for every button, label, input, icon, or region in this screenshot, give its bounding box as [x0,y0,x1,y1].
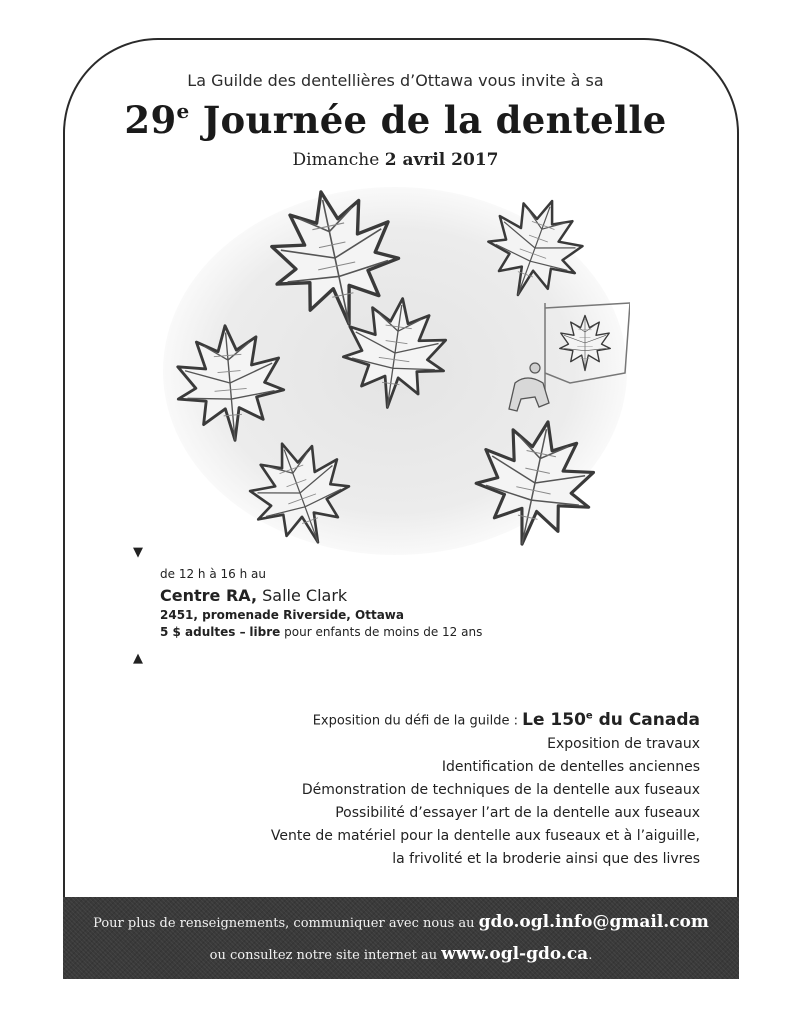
page-title [0,98,791,142]
title-suffix: e [176,99,190,123]
contact-line [63,912,739,932]
price-adults: 5 $ adultes – [160,625,246,639]
hours-line: de 12 h à 16 h au [160,567,266,581]
venue-line [160,587,482,604]
activity-item: Possibilité d’essayer l’art de la dentelle aux fuseaux [335,804,700,821]
triangle-down-icon: ▼ [133,545,143,560]
price-line [160,624,482,641]
activity-item: Démonstration de techniques de la dentelle aux fuseaux [301,781,700,798]
date-prefix: Dimanche [292,150,380,170]
activities-list [180,704,700,871]
event-info [160,566,482,641]
triangle-up-icon: ▲ [133,651,143,666]
price-free: libre [249,625,281,639]
price-rest: pour enfants de moins de 12 ans [284,625,483,639]
activity-item: Identification de dentelles anciennes [441,758,700,775]
activity-item: Exposition de travaux [547,735,700,752]
contact-footer [63,897,739,979]
website-link[interactable]: www.ogl-gdo.ca [441,944,589,964]
website-line [63,944,739,964]
venue-room: Salle Clark [262,586,348,605]
lace-leaves-image [160,183,630,558]
title-text: Journée de la dentelle [202,98,667,142]
challenge-line [180,704,700,733]
address-line: 2451, promenade Riverside, Ottawa [160,608,404,622]
venue-name: Centre RA, [160,586,258,605]
title-number: 29 [124,98,177,142]
invite-line: La Guilde des dentellières d’Ottawa vous invite à sa [187,71,604,90]
activity-item: Vente de matériel pour la dentelle aux fuseaux et à l’aiguille, [270,827,700,844]
website-text: ou consultez notre site internet au [209,948,438,963]
activity-item: la frivolité et la broderie ainsi que des livres [392,850,700,867]
website-period: . [588,948,593,963]
event-date [0,150,791,170]
date-bold: 2 avril 2017 [384,150,499,170]
challenge-title: Le 150e du Canada [522,709,700,730]
contact-text: Pour plus de renseignements, communiquer avec nous au [93,916,475,931]
challenge-label: Exposition du défi de la guilde : [312,713,518,729]
email-link[interactable]: gdo.ogl.info@gmail.com [478,912,709,932]
